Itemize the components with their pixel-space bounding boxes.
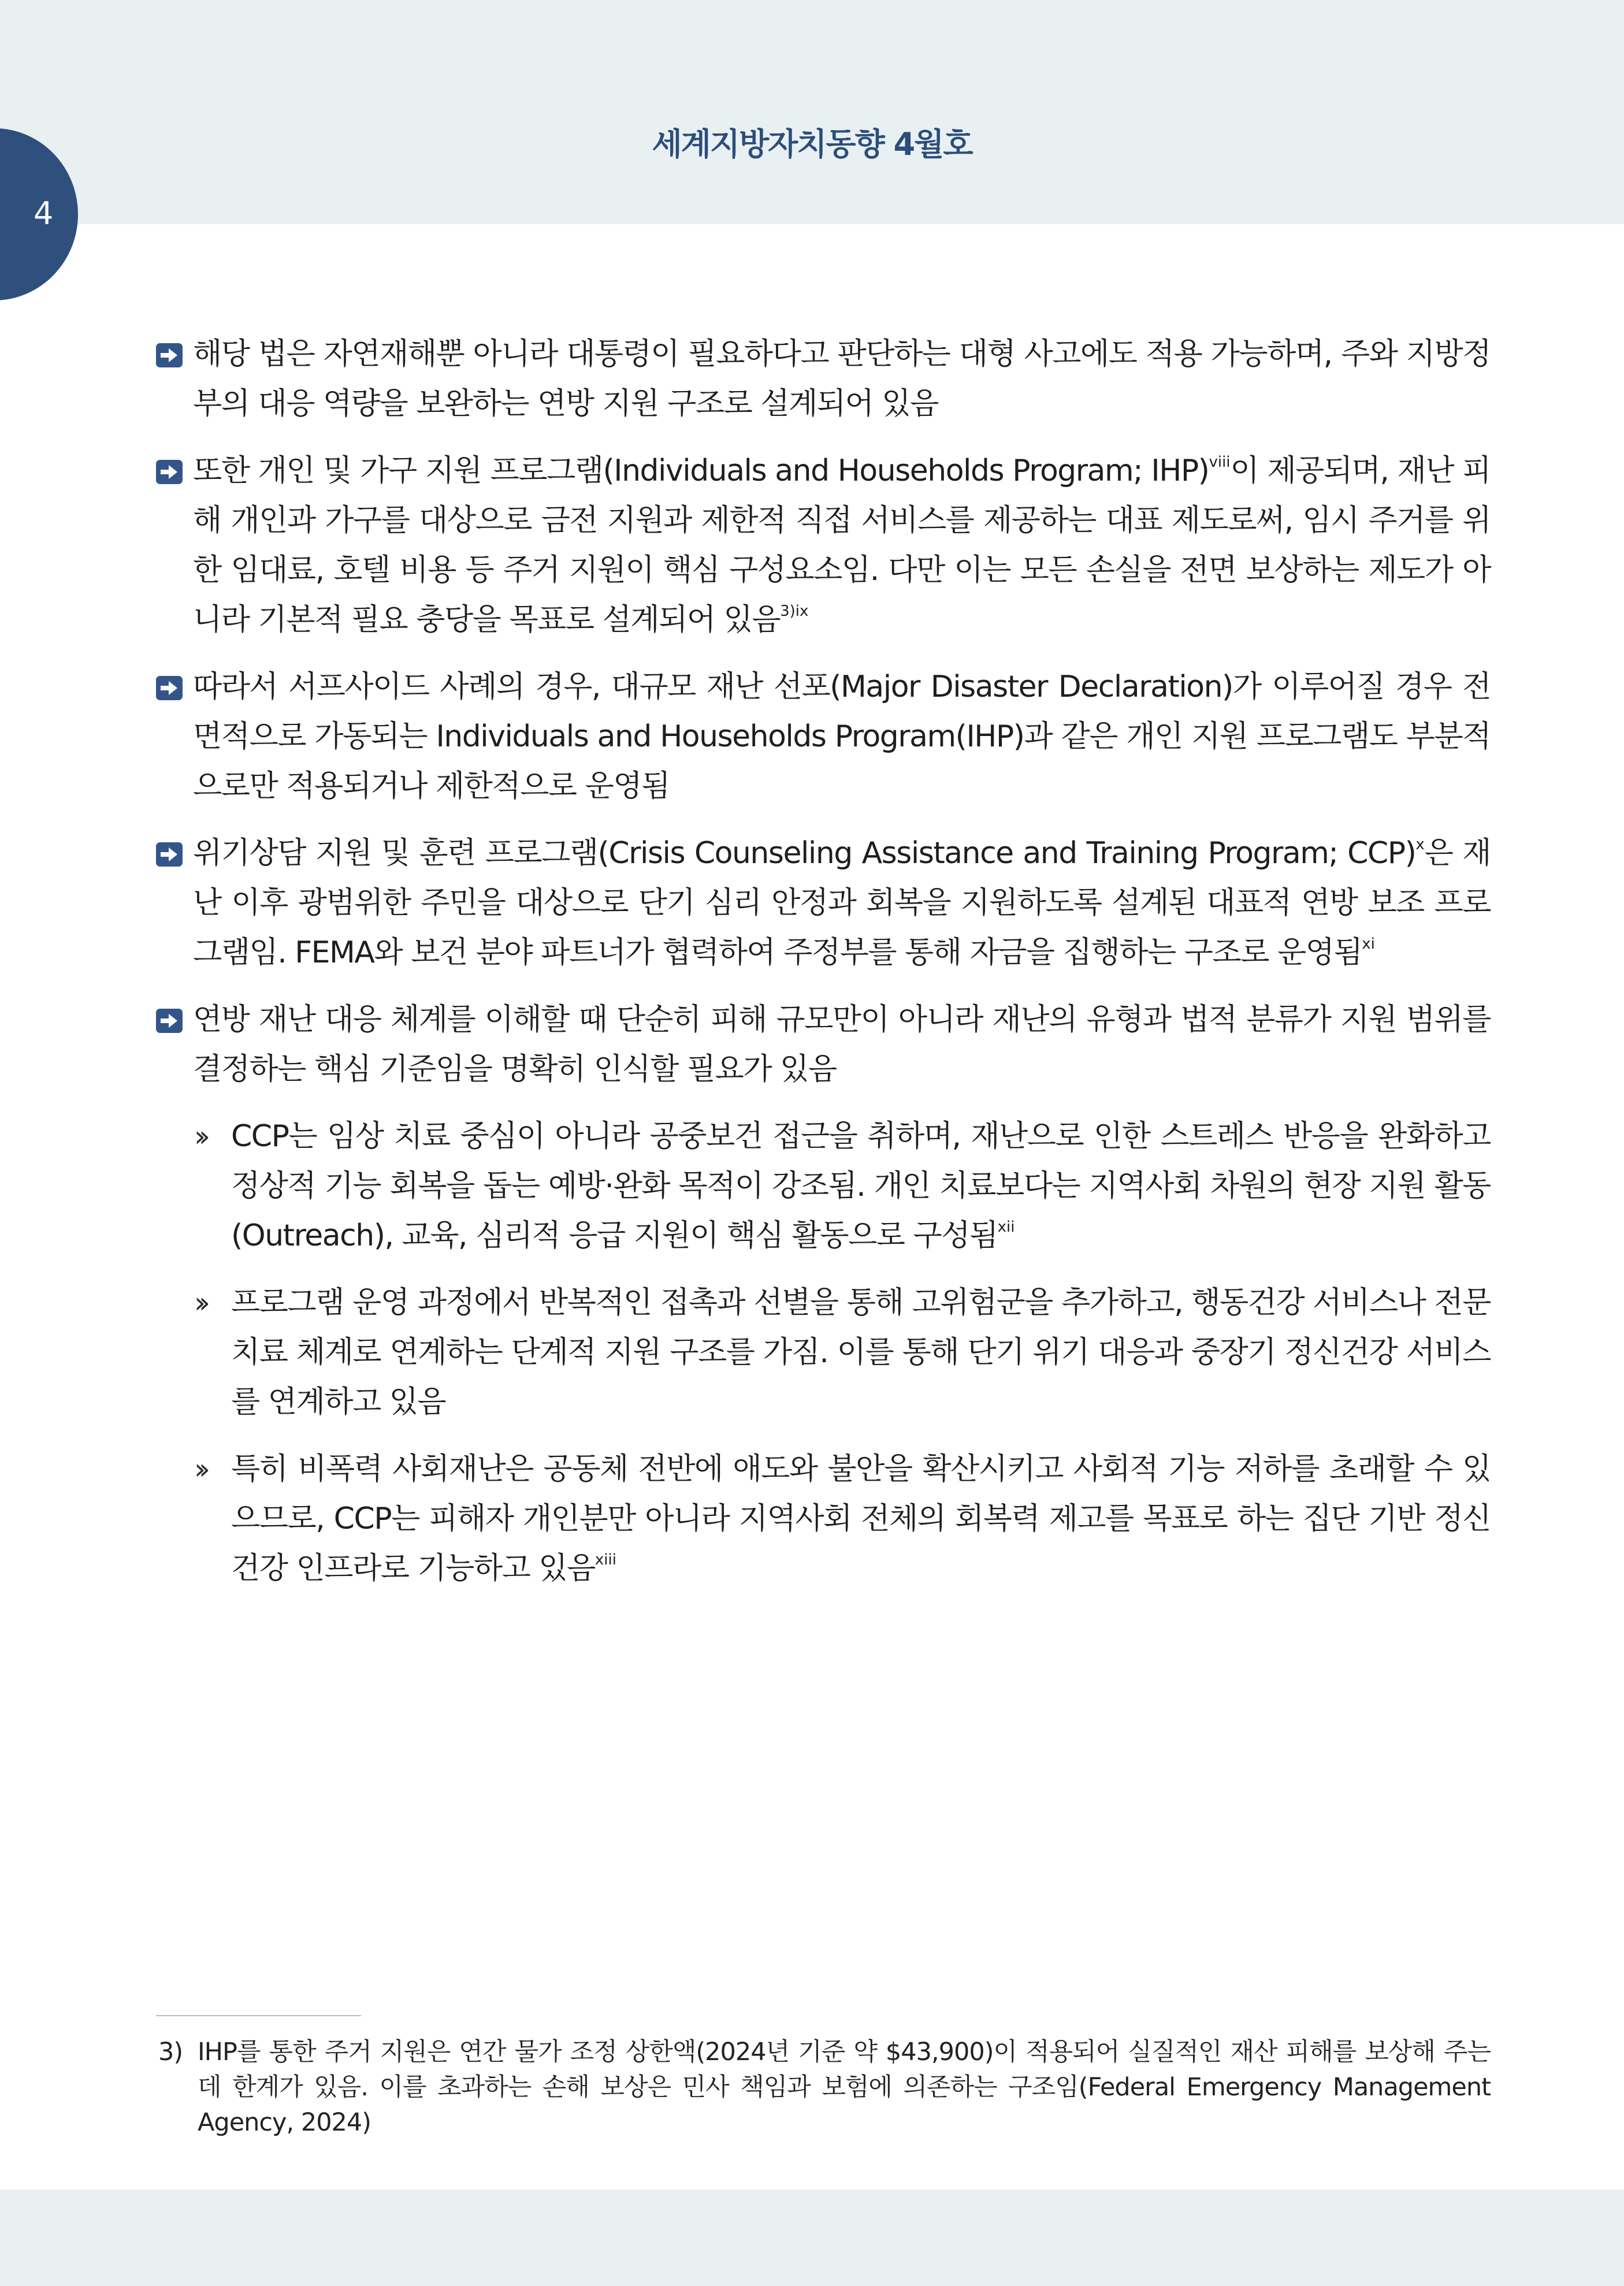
- bullet-text: 은 재난 이후 광범위한 주민을 대상으로 단기 심리 안정과 회복을 지원하도록 설계된 대표적 연방 보조 프로그램임. FEMA와 보건 분야 파트너가 협력하여 주정부를 통해 자금을 집행하는 구조로 운영됨: [193, 836, 1491, 970]
- bullet-text: 이 제공되며, 재난 피해 개인과 가구를 대상으로 금전 지원과 제한적 직접 서비스를 제공하는 대표 제도로써, 임시 주거를 위한 임대료, 호텔 비용 등 주거 지원이 핵심 구성요소임. 다만 이는 모든 손실을 전면 보상하는 제도가 아니라 기본적 필요 충당을 목표로 설계되어 있음: [193, 454, 1491, 637]
- endnote-ref[interactable]: x: [1415, 836, 1425, 853]
- sub-bullet-item: [156, 1444, 1491, 1593]
- footnote-divider: [156, 2015, 361, 2016]
- footnote: [156, 2035, 1491, 2140]
- page-header-title: 세계지방자치동향 4월호: [652, 126, 972, 162]
- arrow-right-box-icon: [156, 460, 183, 484]
- footnote-marker: 3): [158, 2038, 183, 2066]
- sub-bullet-item: [156, 1278, 1491, 1427]
- bullet-text: 해당 법은 자연재해뿐 아니라 대통령이 필요하다고 판단하는 대형 사고에도 적용 가능하며, 주와 지방정부의 대응 역량을 보완하는 연방 지원 구조로 설계되어 있음: [193, 337, 1491, 421]
- main-content: [156, 329, 1491, 1611]
- double-chevron-right-icon: ››: [194, 1452, 203, 1486]
- arrow-right-box-icon: [156, 1009, 183, 1033]
- endnote-ref[interactable]: xii: [997, 1218, 1015, 1236]
- double-chevron-right-icon: ››: [194, 1286, 203, 1319]
- bullet-text: 연방 재난 대응 체계를 이해할 때 단순히 피해 규모만이 아니라 재난의 유형과 법적 분류가 지원 범위를 결정하는 핵심 기준임을 명확히 인식할 필요가 있음: [193, 1002, 1491, 1087]
- arrow-right-box-icon: [156, 676, 183, 700]
- bullet-text: 또한 개인 및 가구 지원 프로그램(Individuals and Households Program; IHP): [193, 454, 1209, 488]
- sub-bullet-text: 프로그램 운영 과정에서 반복적인 접촉과 선별을 통해 고위험군을 추가하고, 행동건강 서비스나 전문 치료 체계로 연계하는 단계적 지원 구조를 가짐. 이를 통해 단기 위기 대응과 중장기 정신건강 서비스를 연계하고 있음: [231, 1285, 1491, 1419]
- bullet-text: 따라서 서프사이드 사례의 경우, 대규모 재난 선포(Major Disaster Declaration)가 이루어질 경우 전면적으로 가동되는 Individuals and Households Program(IHP)과 같은 개인 지원 프로그램도 부분적으로만 적용되거나 제한적으로 운영됨: [193, 670, 1491, 804]
- arrow-right-box-icon: [156, 343, 183, 367]
- footnote-ref[interactable]: 3)ix: [780, 603, 809, 620]
- bullet-item: [156, 329, 1491, 429]
- footer-band: [0, 2190, 1624, 2286]
- bullet-text: 위기상담 지원 및 훈련 프로그램(Crisis Counseling Assistance and Training Program; CCP): [193, 836, 1416, 871]
- bullet-item: [156, 662, 1491, 811]
- arrow-right-box-icon: [156, 842, 183, 867]
- bullet-item: [156, 446, 1491, 645]
- bullet-item: [156, 828, 1491, 977]
- sub-bullet-item: [156, 1112, 1491, 1261]
- endnote-ref[interactable]: xiii: [594, 1551, 616, 1568]
- bullet-item: [156, 995, 1491, 1094]
- sub-bullet-text: CCP는 임상 치료 중심이 아니라 공중보건 접근을 취하며, 재난으로 인한 스트레스 반응을 완화하고 정상적 기능 회복을 돕는 예방·완화 목적이 강조됨. 개인 치료보다는 지역사회 차원의 현장 지원 활동(Outreach), 교육, 심리적 응급 지원이 핵심 활동으로 구성됨: [231, 1119, 1491, 1253]
- endnote-ref[interactable]: xi: [1362, 935, 1375, 953]
- footnote-text: IHP를 통한 주거 지원은 연간 물가 조정 상한액(2024년 기준 약 $43,900)이 적용되어 실질적인 재산 피해를 보상해 주는 데 한계가 있음. 이를 초과하는 손해 보상은 민사 책임과 보험에 의존하는 구조임(Federal Emergency Management Agency, 2024): [198, 2038, 1491, 2137]
- double-chevron-right-icon: ››: [194, 1120, 203, 1153]
- endnote-ref[interactable]: viii: [1209, 454, 1231, 471]
- page-number: 4: [34, 195, 54, 232]
- sub-bullet-text: 특히 비폭력 사회재난은 공동체 전반에 애도와 불안을 확산시키고 사회적 기능 저하를 초래할 수 있으므로, CCP는 피해자 개인분만 아니라 지역사회 전체의 회복력 제고를 목표로 하는 집단 기반 정신건강 인프라로 기능하고 있음: [231, 1452, 1491, 1586]
- header-band: [0, 0, 1624, 224]
